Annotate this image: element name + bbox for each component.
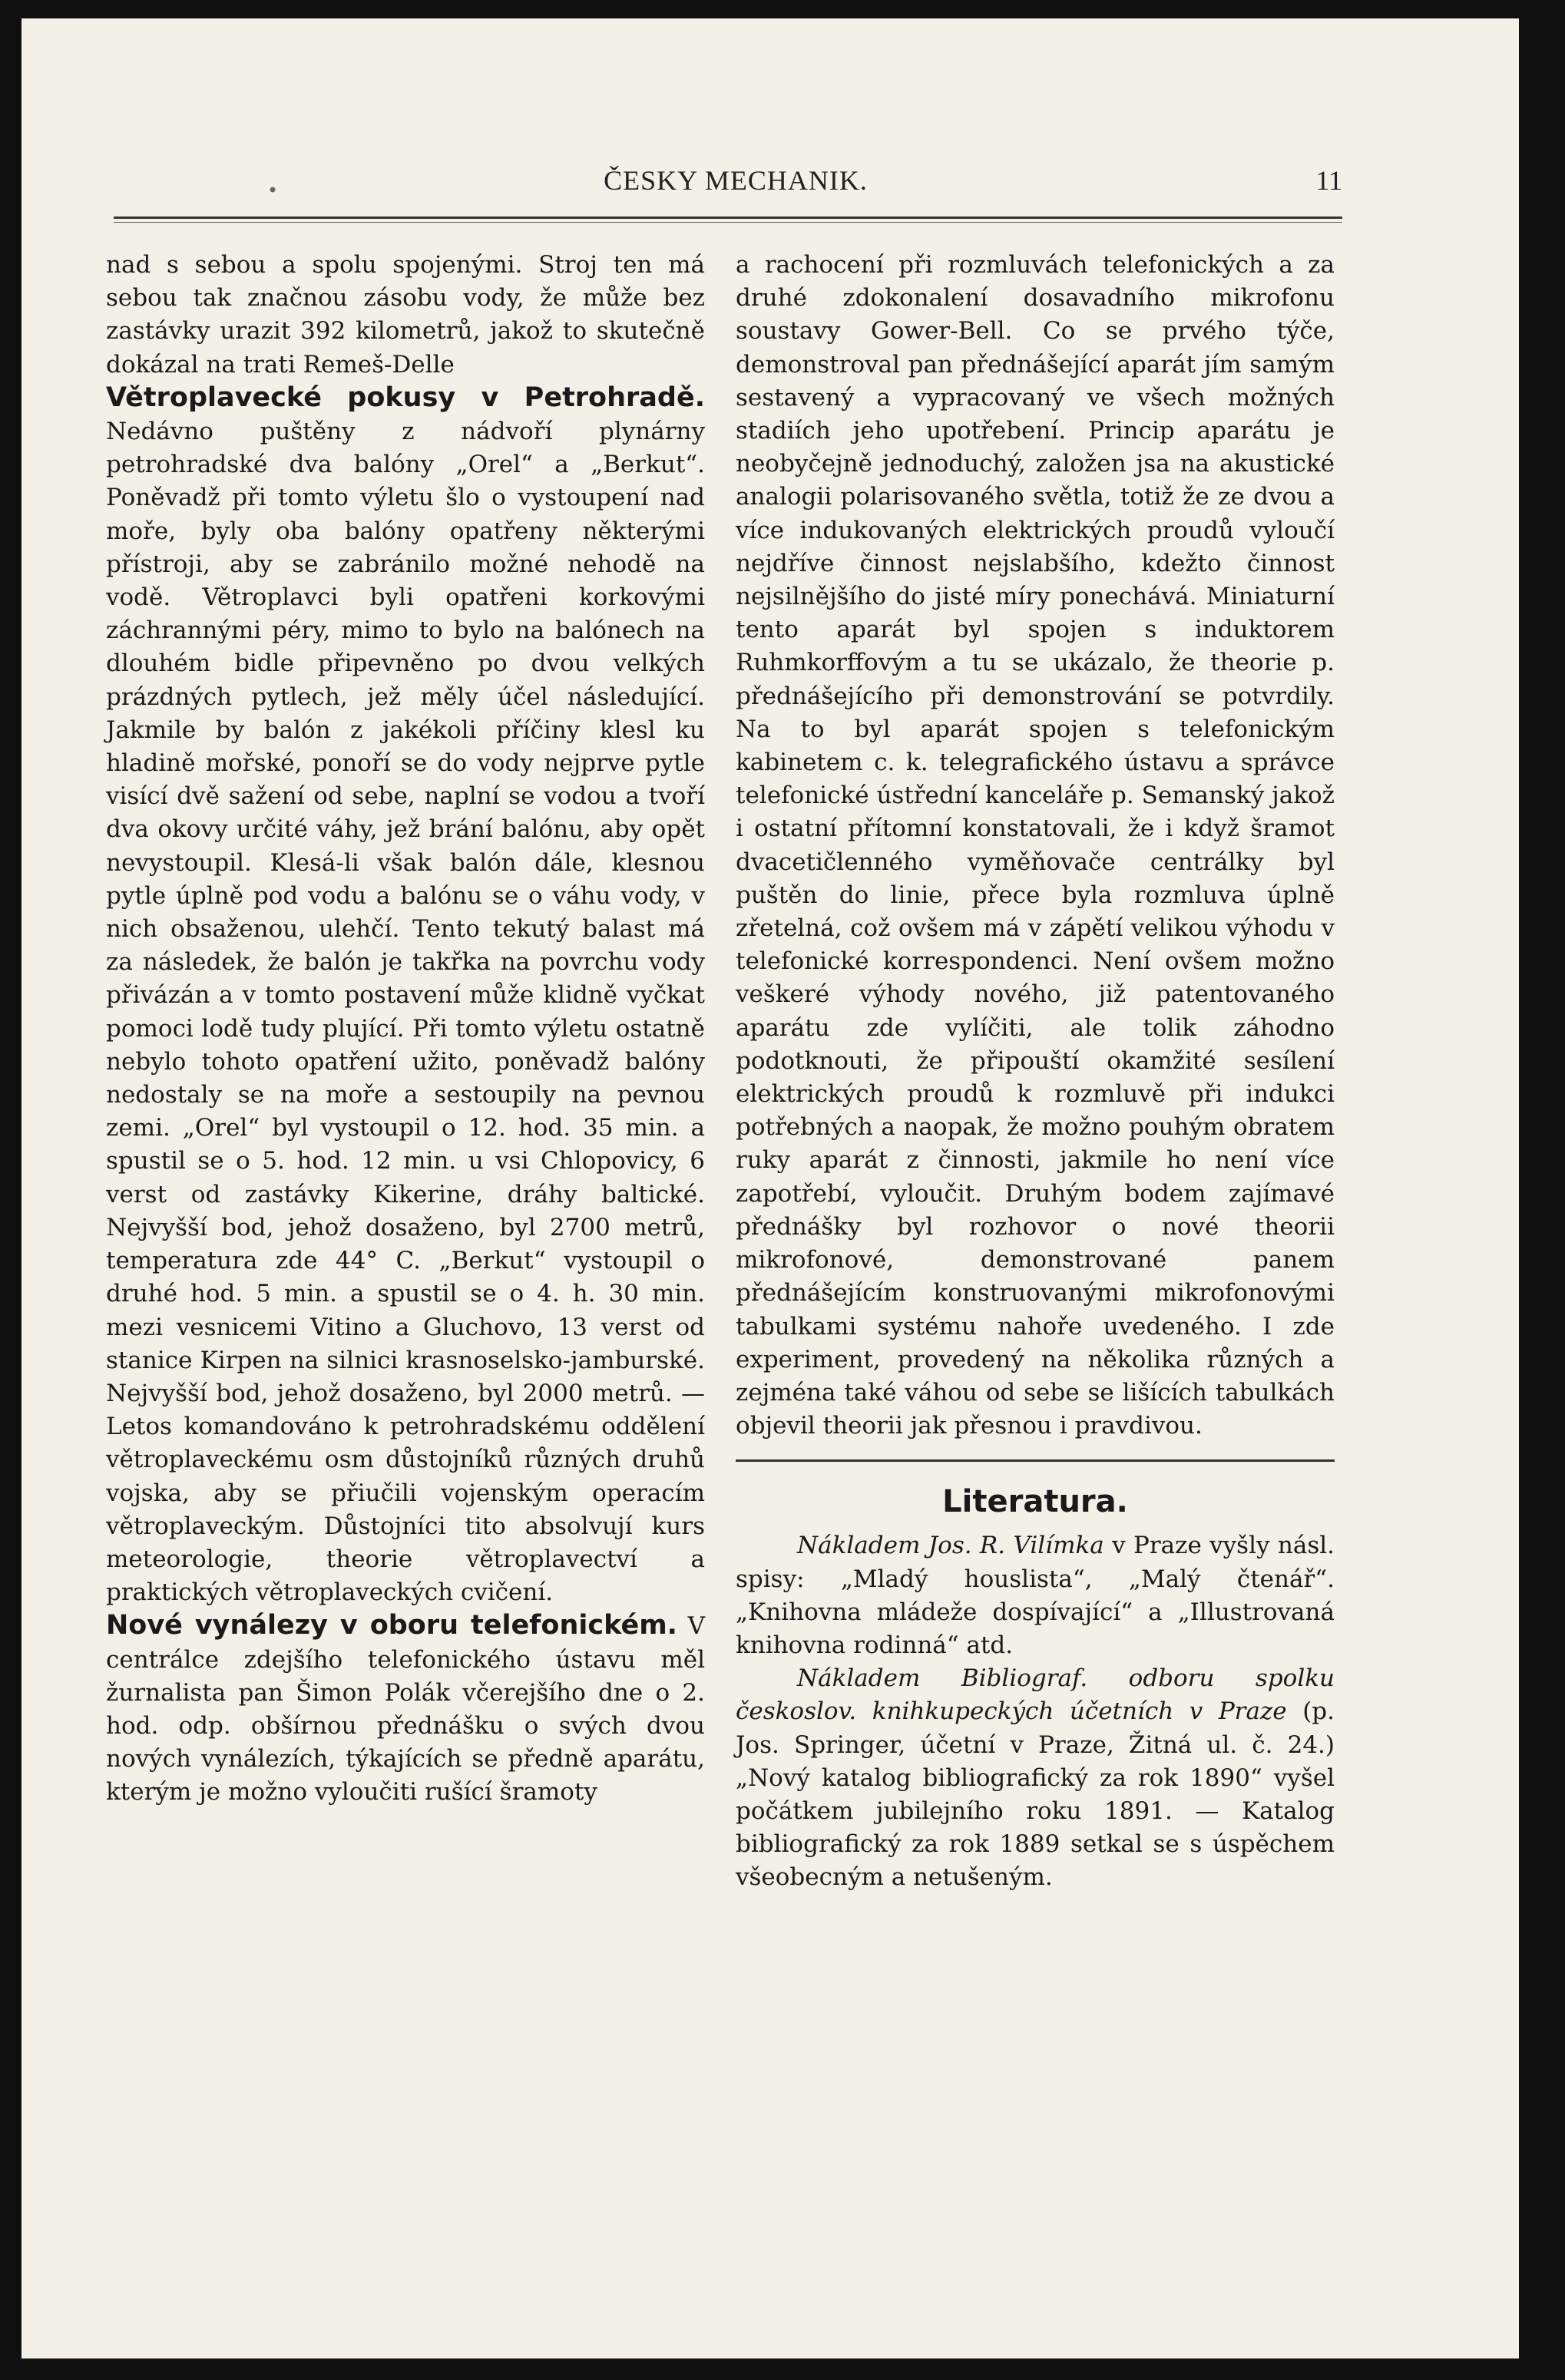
heading-balloon-experiments: Větroplavecké pokusy v Petrohradě. bbox=[106, 382, 705, 413]
heading-literature: Literatura. bbox=[942, 1484, 1128, 1520]
header-rule-thin bbox=[114, 222, 1342, 223]
literature-item-2 bbox=[736, 1662, 1335, 1894]
heading-telephone-inventions: Nové vynálezy v oboru telefonickém. bbox=[106, 1610, 677, 1641]
article-telephone-text: V centrálce zdejšího telefonického ústavu měl žurnalista pan Šimon Polák včerejšího dne o 2. hod. odp. obšírnou přednášku o svých dvou nových vynálezích, týkajících se předně aparátu, kterým je možno vyloučiti rušící šramoty bbox=[106, 1612, 705, 1806]
literature-item-2-text: (p. Jos. Springer, účetní v Praze, Žitná ul. č. 24.) „Nový katalog bibliografický za rok 1890“ vyšel počátkem jubilejního roku 1891. — Katalog bibliografický za rok 1889 setkal se s úspěchem všeobecným a netušeným. bbox=[736, 1697, 1335, 1892]
article-telephone-continuation: a rachocení při rozmluvách telefonických a za druhé zdokonalení dosavadního mikrofonu soustavy Gower-Bell. Co se prvého týče, demonstroval pan přednášející aparát jím samým sestavený a vypracovaný ve všech možných stadiích jeho upotřebení. Princip aparátu je neobyčejně jednoduchý, založen jsa na akustické analogii polarisovaného světla, totiž že ze dvou a více indukovaných elektrických proudů vyloučí nejdříve činnost nejslabšího, kdežto činnost nejsilnějšího do jisté míry ponechává. Miniaturní tento aparát byl spojen s induktorem Ruhmkorffovým a tu se ukázalo, že theorie p. přednášejícího při demonstrování se potvrdily. Na to byl aparát spojen s telefonickým kabinetem c. k. telegrafického ústavu a správce telefonické ústřední kanceláře p. Semanský jakož i ostatní přítomní konstatovali, že i když šramot dvacetičlenného vyměňovače centrálky byl puštěn do linie, přece byla rozmluva úplně zřetelná, což ovšem má v zápětí velikou výhodu v telefonické korrespondenci. Není ovšem možno veškeré výhody nového, již patentovaného aparátu zde vylíčiti, ale tolik záhodno podotknouti, že připouští okamžité sesílení elektrických proudů k rozmluvě při indukci potřebných a naopak, že možno pouhým obratem ruky aparát z činnosti, jakmile ho není více zapotřebí, vyloučit. Druhým bodem zajímavé přednášky byl rozhovor o nové theorii mikrofonové, demonstrované panem přednášejícím konstruovanými mikrofonovými tabulkami systému nahoře uvedeného. I zde experiment, provedený na několika různých a zejména také váhou od sebe se lišících tabulkách objevil theorii jak přesnou i pravdivou. bbox=[736, 251, 1335, 1440]
literature-item-1 bbox=[736, 1529, 1335, 1662]
header-rule-thick bbox=[114, 217, 1342, 219]
left-column bbox=[106, 249, 705, 1810]
article-balloon bbox=[106, 382, 705, 1610]
header-dot: • bbox=[267, 180, 279, 201]
article-telephone bbox=[106, 1609, 705, 1809]
article-balloon-text: Nedávno puštěny z nádvoří plynárny petrohradské dva balóny „Orel“ a „Berkut“. Poněvadž při tomto výletu šlo o vystoupení nad moře, byly oba balóny opatřeny některými přístroji, aby se zabránilo možné nehodě na vodě. Větroplavci byli opatřeni korkovými záchrannými péry, mimo to bylo na balónech na dlouhém bidle připevněno po dvou velkých prázdných pytlech, jež měly účel následující. Jakmile by balón z jakékoli příčiny klesl ku hladině mořské, ponoří se do vody nejprve pytle visící dvě sažení od sebe, naplní se vodou a tvoří dva okovy určité váhy, jež brání balónu, aby opět nevystoupil. Klesá-li však balón dále, klesnou pytle úplně pod vodu a balónu se o váhu vody, v nich obsaženou, ulehčí. Tento tekutý balast má za následek, že balón je takřka na povrchu vody přivázán a v tomto postavení může klidně vyčkat pomoci lodě tudy plující. Při tomto výletu ostatně nebylo tohoto opatření užito, poněvadž balóny nedostaly se na moře a sestoupily na pevnou zemi. „Orel“ byl vystoupil o 12. hod. 35 min. a spustil se o 5. hod. 12 min. u vsi Chlopovicy, 6 verst od zastávky Kikerine, dráhy baltické. Nejvyšší bod, jehož dosaženo, byl 2700 metrů, temperatura zde 44° C. „Berkut“ vystoupil o druhé hod. 5 min. a spustil se o 4. h. 30 min. mezi vesnicemi Vitino a Gluchovo, 13 verst od stanice Kirpen na silnici krasnoselsko-jamburské. Nejvyšší bod, jehož dosaženo, byl 2000 metrů. — Letos komandováno k petrohradskému oddělení větroplaveckému osm důstojníků různých druhů vojska, aby se přiučili vojenským operacím větroplaveckým. Důstojníci tito absolvují kurs meteorologie, theorie větroplavectví a praktických větroplaveckých cvičení. bbox=[106, 418, 705, 1607]
journal-title: ČESKY MECHANIK. bbox=[604, 165, 868, 196]
article-continuation: nad s sebou a spolu spojenými. Stroj ten má sebou tak značnou zásobu vody, že může bez zastávky urazit 392 kilometrů, jakož to skutečně dokázal na trati Remeš-Delle bbox=[106, 251, 705, 378]
running-header bbox=[129, 164, 1342, 210]
publisher-bibliograf: Nákladem Bibliograf. odboru spolku českoslov. knihkupeckých účetních v Praze bbox=[736, 1664, 1335, 1726]
scanned-page bbox=[22, 18, 1519, 2359]
publisher-vilimek: Nákladem Jos. R. Vilímka bbox=[797, 1532, 1104, 1560]
literature-item-1-text: v Praze vyšly násl. spisy: „Mladý houslista“, „Malý čtenář“. „Knihovna mládeže dospívající“ a „Illustrovaná knihovna rodinná“ atd. bbox=[736, 1532, 1335, 1659]
page-number: 11 bbox=[1315, 165, 1342, 196]
right-column bbox=[736, 249, 1335, 1895]
section-rule bbox=[736, 1459, 1335, 1462]
